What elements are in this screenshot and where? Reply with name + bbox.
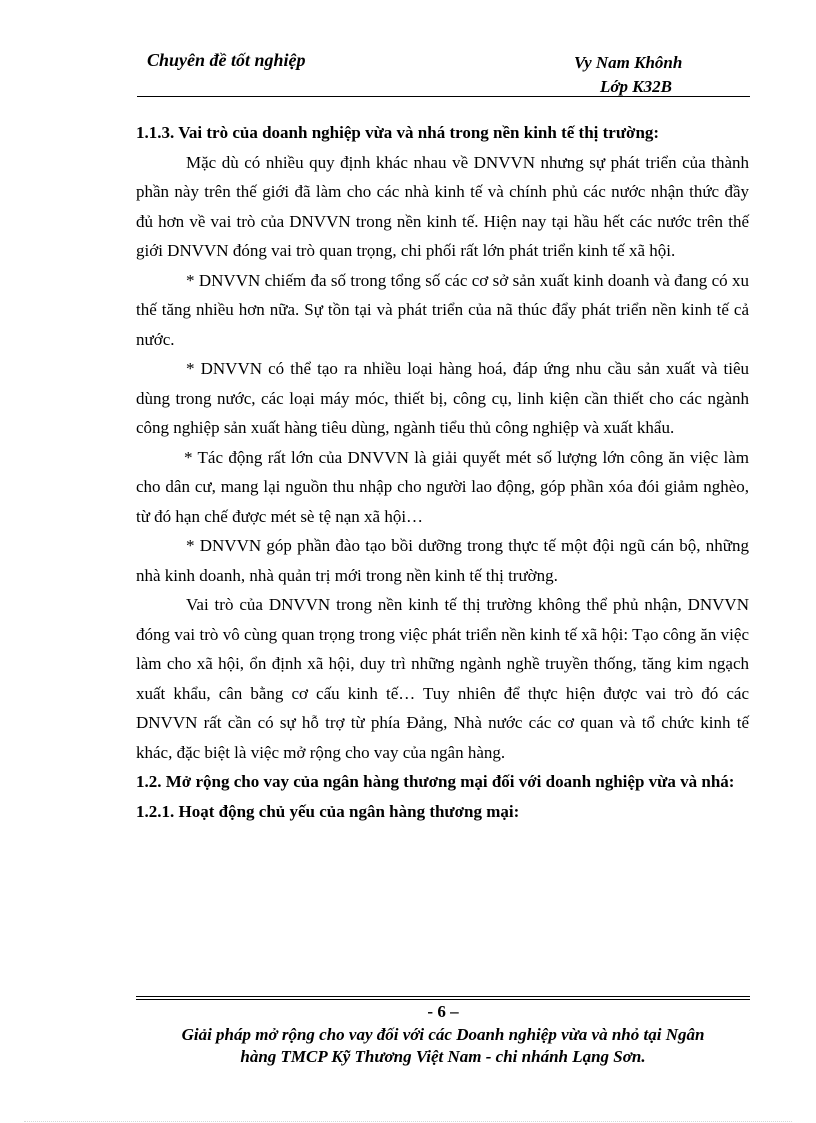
page-number: - 6 – <box>427 1002 459 1021</box>
header-author-block <box>574 51 682 99</box>
section-heading-1-1-3: 1.1.3. Vai trò của doanh nghiệp vừa và nhá trong nền kinh tế thị trường: <box>136 123 660 142</box>
page-body <box>136 118 749 826</box>
paragraph-1: Mặc dù có nhiều quy định khác nhau về DNVVN nhưng sự phát triển của thành phần này trên thế giới đã làm cho các nhà kinh tế và chính phủ các nước nhận thức đầy đủ hơn về vai trò của DNVVN trong nền kinh tế. Hiện nay tại hầu hết các nước trên thế giới DNVVN đóng vai trò quan trọng, chi phối rất lớn phát triển kinh tế xã hội. <box>136 152 749 260</box>
header-class: Lớp K32B <box>600 77 672 96</box>
paragraph-5: * DNVVN góp phần đào tạo bồi dưỡng trong thực tế một đội ngũ cán bộ, những nhà kinh doanh, nhà quản trị mới trong nền kinh tế thị trường. <box>136 536 749 585</box>
header-rule <box>137 96 750 97</box>
paragraph-4: * Tác động rất lớn của DNVVN là giải quyết mét số lượng lớn công ăn việc làm cho dân cư, mang lại nguồn thu nhập cho người lao động, góp phần xóa đói giảm nghèo, từ đó hạn chế được mét sè tệ nạn xã hội… <box>136 447 749 526</box>
page-bottom-divider <box>24 1121 792 1122</box>
header-author: Vy Nam Khônh <box>574 53 683 72</box>
header-document-type: Chuyên đề tốt nghiệp <box>147 50 306 70</box>
paragraph-3: * DNVVN có thể tạo ra nhiều loại hàng hoá, đáp ứng nhu cầu sản xuất và tiêu dùng trong nước, các loại máy móc, thiết bị, công cụ, linh kiện cần thiết cho các ngành công nghiệp sản xuất hàng tiêu dùng, ngành tiểu thủ công nghiệp và xuất khẩu. <box>136 359 749 437</box>
footer-rule <box>136 996 750 997</box>
footer-title-line-1: Giải pháp mở rộng cho vay đối với các Doanh nghiệp vừa và nhỏ tại Ngân <box>181 1025 705 1044</box>
footer-thesis-title <box>136 1024 750 1068</box>
footer-title-line-2: hàng TMCP Kỹ Thương Việt Nam - chi nhánh Lạng Sơn. <box>240 1047 646 1066</box>
section-heading-1-2: 1.2. Mở rộng cho vay của ngân hàng thương mại đối với doanh nghiệp vừa và nhá: <box>136 772 735 791</box>
paragraph-6: Vai trò của DNVVN trong nền kinh tế thị trường không thể phủ nhận, DNVVN đóng vai trò vô cùng quan trọng trong việc phát triển nền kinh tế xã hội: Tạo công ăn việc làm cho xã hội, ổn định xã hội, duy trì những ngành nghề truyền thống, tăng kim ngạch xuất khẩu, cân bằng cơ cấu kinh tế… Tuy nhiên để thực hiện được vai trò đó các DNVVN rất cần có sự hỗ trợ từ phía Đảng, Nhà nước các cơ quan và tổ chức kinh tế khác, đặc biệt là việc mở rộng cho vay của ngân hàng. <box>136 595 749 762</box>
section-heading-1-2-1: 1.2.1. Hoạt động chủ yếu của ngân hàng thương mại: <box>136 801 520 821</box>
footer-rule-double <box>136 999 750 1000</box>
paragraph-2: * DNVVN chiếm đa số trong tổng số các cơ sở sản xuất kinh doanh và đang có xu thế tăng nhiều hơn nữa. Sự tồn tại và phát triển của nã thúc đẩy phát triển nền kinh tế cả nước. <box>136 270 749 349</box>
